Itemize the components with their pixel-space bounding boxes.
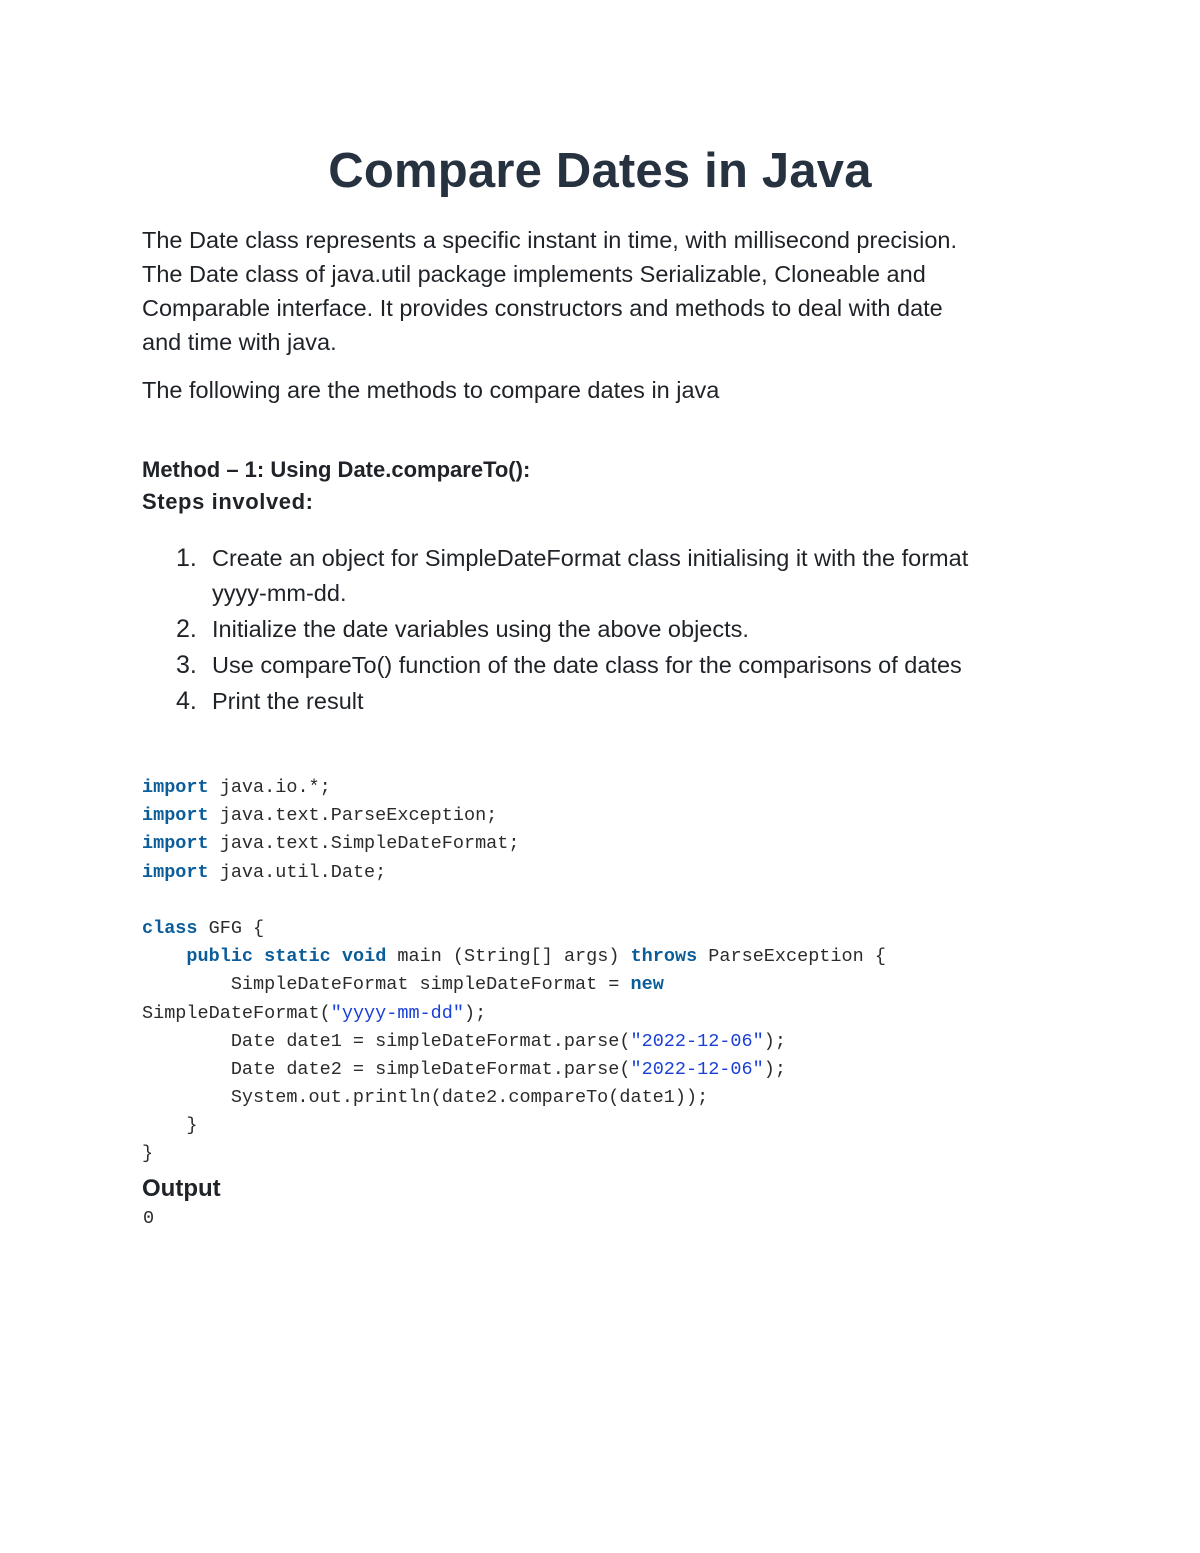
intro-line: The Date class represents a specific instant in time, with millisecond precision. [142, 227, 958, 253]
step-text: Print the result [212, 687, 364, 714]
output-heading: Output [142, 1175, 221, 1202]
code-string: "2022-12-06" [630, 1058, 764, 1080]
code-line [142, 887, 1102, 915]
page-title: Compare Dates in Java [328, 144, 872, 198]
code-line [142, 774, 1102, 802]
step-text: Use compareTo() function of the date class for the comparisons of dates [212, 651, 962, 678]
code-text: java.io.*; [208, 777, 331, 798]
code-text: ); [763, 1030, 786, 1052]
code-line [142, 971, 1102, 999]
intro-line: The Date class of java.util package implements Serializable, Cloneable and [142, 261, 926, 287]
code-string: "yyyy-mm-dd" [330, 1002, 464, 1024]
code-text: Date date2 = simpleDateFormat.parse( [142, 1058, 631, 1080]
code-keyword: void [341, 946, 387, 968]
code-text [331, 946, 342, 967]
intro-paragraph [142, 223, 1062, 359]
code-text [142, 946, 186, 967]
code-keyword: new [630, 974, 664, 996]
code-line [142, 830, 1102, 858]
code-keyword: public [186, 946, 254, 968]
code-line [142, 915, 1102, 943]
code-keyword: static [264, 946, 331, 968]
code-line [142, 1140, 1102, 1168]
methods-intro: The following are the methods to compare dates in java [142, 377, 720, 403]
method-heading: Method – 1: Using Date.compareTo(): [142, 457, 531, 482]
code-text: SimpleDateFormat( [142, 1002, 331, 1024]
code-keyword: throws [630, 946, 698, 968]
code-text: Date date1 = simpleDateFormat.parse( [142, 1030, 631, 1052]
code-line [142, 943, 1102, 971]
code-text: } [142, 1115, 198, 1137]
code-text: System.out.println(date2.compareTo(date1)); [142, 1087, 709, 1109]
list-item [142, 612, 1062, 647]
code-keyword: import [142, 777, 209, 798]
code-text: GFG { [197, 917, 265, 939]
code-text: java.util.Date; [208, 861, 387, 883]
intro-line: Comparable interface. It provides constructors and methods to deal with date [142, 295, 943, 321]
list-item [142, 648, 1062, 683]
intro-line: and time with java. [142, 329, 337, 355]
step-number: 4. [176, 686, 197, 715]
step-number: 1. [176, 544, 197, 572]
code-text: java.text.SimpleDateFormat; [208, 833, 520, 855]
code-text [253, 946, 264, 967]
code-keyword: import [142, 833, 209, 855]
steps-list [142, 541, 1062, 720]
code-line [142, 1056, 1102, 1084]
code-text: ); [763, 1058, 786, 1080]
code-text: main (String[] args) [386, 946, 631, 968]
step-number: 2. [176, 614, 197, 643]
code-line [142, 1000, 1102, 1028]
code-line [142, 859, 1102, 887]
output-value: 0 [143, 1208, 155, 1229]
code-text: java.text.ParseException; [208, 805, 498, 827]
code-string: "2022-12-06" [630, 1030, 764, 1052]
step-text: Initialize the date variables using the above objects. [212, 615, 749, 642]
code-block [142, 774, 1102, 1169]
step-number: 3. [176, 650, 197, 679]
code-keyword: import [142, 861, 209, 883]
code-text: SimpleDateFormat simpleDateFormat = [142, 974, 631, 996]
steps-heading: Steps involved: [142, 489, 314, 514]
code-keyword: import [142, 805, 209, 827]
list-item [142, 684, 1062, 719]
step-text: Create an object for SimpleDateFormat class initialising it with the format [212, 545, 969, 571]
code-text: ); [463, 1002, 487, 1024]
code-line [142, 1112, 1102, 1140]
code-keyword: class [142, 917, 198, 939]
code-line [142, 1084, 1102, 1112]
step-text: yyyy-mm-dd. [212, 579, 347, 606]
code-line [142, 802, 1102, 830]
code-line [142, 1028, 1102, 1056]
code-text: } [142, 1143, 154, 1165]
code-text: ParseException { [697, 946, 886, 968]
list-item [142, 541, 1062, 610]
